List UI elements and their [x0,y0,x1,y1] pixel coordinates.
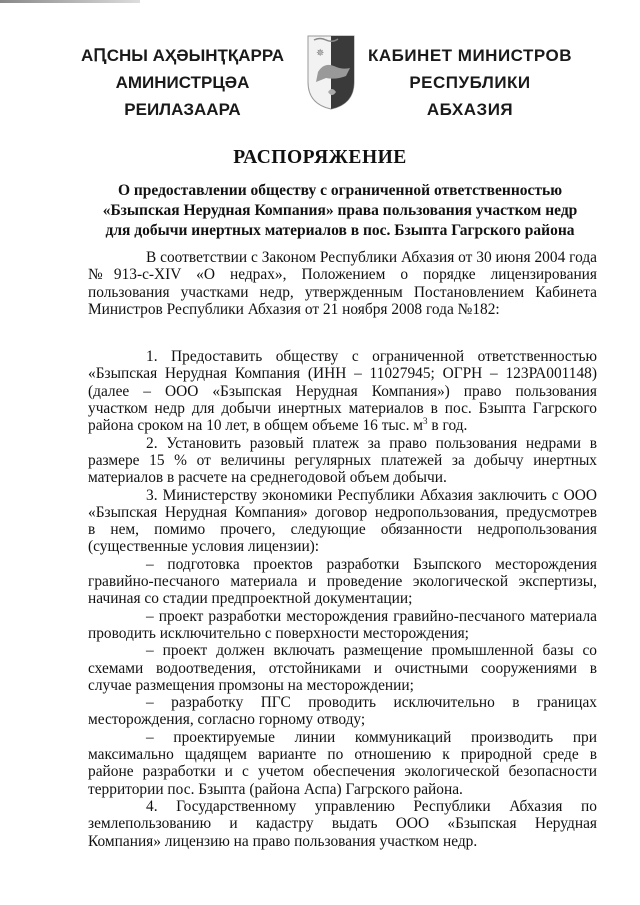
paragraph-3 [88,487,597,556]
paragraph-4 [88,556,597,608]
superscript: 3 [423,416,428,427]
header-abkhaz [70,42,295,123]
text-line: территории пос. Бзыпта (района Аспа) Гагрского района. [88,780,463,798]
header-abkhaz-line2: АМИНИСТРЦӘА РЕИЛАЗААРА [115,73,250,119]
text-line: в нем, помимо прочего, следующие обязанности недропользования [88,521,597,539]
text-line: – разработку ПГС проводить исключительно в границах [146,694,597,712]
text-line: 4. Государственному управлению Республики Абхазия по [146,797,597,815]
text-line [88,417,597,434]
text-line: районе разработки и с учетом обеспечения экологической безопасности [88,763,597,781]
document-title: РАСПОРЯЖЕНИЕ [233,147,407,168]
text-line: схемами водоотведения, отстойниками и очистными сооружениями в [88,659,597,677]
subtitle-line: О предоставлении обществу с ограниченной ответственностью [117,182,563,199]
header-abkhaz-line1: АԤСНЫ АҲӘЫНҬҚАРРА [80,46,285,65]
text-line: пользования участками недр, утвержденным Постановлением Кабинета [88,283,597,301]
text-line: В соответствии с Законом Республики Абхазия от 30 июня 2004 года [146,249,597,266]
paragraph-2 [88,435,597,487]
text-line: максимально щадящем варианте по отношению к природной среде в [88,746,597,764]
text-line: гравийно-песчаного материала и проведение экологической экспертизы, [88,573,597,591]
text-line: проводить исключительно с поверхности месторождения; [88,624,469,642]
paragraph-1 [88,348,597,434]
paragraph-7 [88,694,597,729]
text-line: (далее – ООО «Бзыпская Нерудная Компания») право пользования [88,382,597,400]
subtitle-line: «Бзыпская Нерудная Компания» права пользования участком недр [102,202,578,219]
text-line: – проект разработки месторождения гравийно-песчаного материала [146,607,597,625]
text-line: материалов в расчете на среднегодовой объем добычи. [88,469,447,487]
text-line: размере 15 % от величины регулярных платежей за добычу инертных [88,451,597,469]
text-line: «Бзыпская Нерудная Компания» договор недропользования, предусмотрев [88,503,597,521]
text-line: случае размещения промзоны на месторождении; [88,676,414,694]
svg-text:✵: ✵ [316,48,325,59]
header-russian [365,42,575,123]
document-subtitle [80,181,600,241]
text-line: – проектируемые линии коммуникаций производить при [146,728,597,746]
scan-artifact [0,0,140,3]
paragraph-5 [88,608,597,643]
text-line: (существенные условия лицензии): [88,538,320,556]
text-line: – проект должен включать размещение промышленной базы со [146,642,597,660]
text-line: месторождения, согласно горному отводу; [88,711,366,729]
text-line: №913-с-XIV «О недрах», Положением о порядке лицензирования [88,266,597,284]
text-line: начиная со стадии предпроектной документации; [88,590,413,608]
subtitle-line: для добычи инертных материалов в пос. Бзыпта Гагрского района [105,222,575,239]
paragraph-8 [88,729,597,798]
header-russian-line2: РЕСПУБЛИКИ АБХАЗИЯ [409,73,531,119]
intro-paragraph [88,249,597,318]
text-line: 3. Министерству экономики Республики Абхазия заключить с ООО [146,486,597,504]
text-fragment: района сроком на 10 лет, в общем объеме 16 тыс. м [88,417,424,435]
text-fragment: в год. [427,417,468,435]
paragraph-6 [88,642,597,694]
text-line: Компания» лицензию на право пользования участком недр. [88,832,478,850]
text-line: 2. Установить разовый платеж за право пользования недрами в [146,434,597,452]
text-line: 1. Предоставить обществу с ограниченной ответственностью [146,348,597,366]
text-line: Министров Республики Абхазия от 21 ноября 2008 года №182: [88,300,500,318]
text-line: землепользованию и кадастру выдать ООО «Бзыпская Нерудная [88,815,597,833]
document-body [88,249,597,850]
spacer [88,318,597,348]
paragraph-9 [88,798,597,850]
text-line: участком недр для добычи инертных материалов в пос. Бзыпта Гагрского [88,400,597,418]
numbered-paragraphs [88,348,597,850]
text-line: – подготовка проектов разработки Бзыпского месторождения [146,555,597,573]
header-russian-line1: КАБИНЕТ МИНИСТРОВ [367,46,573,65]
coat-of-arms-icon [306,34,356,110]
text-line: «Бзыпская Нерудная Компания (ИНН – 11027945; ОГРН – 123РА001148) [88,365,597,383]
